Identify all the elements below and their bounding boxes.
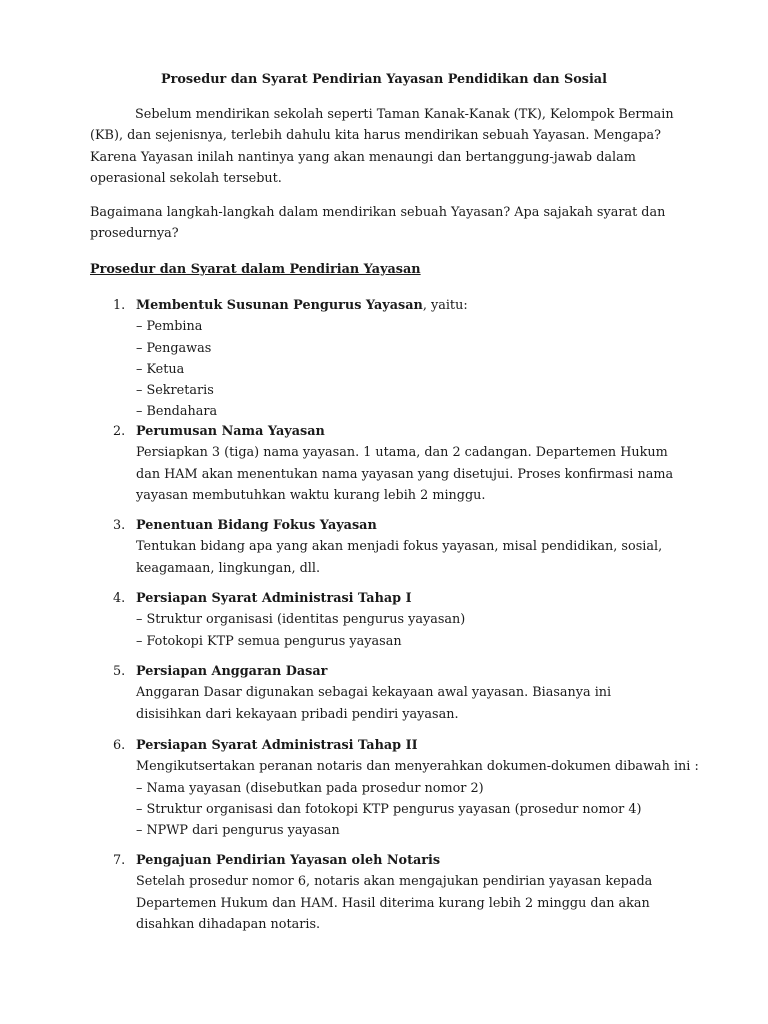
list-item-line: – Bendahara <box>136 404 218 420</box>
list-item-content <box>136 295 676 423</box>
list-item-heading: Persiapan Syarat Administrasi Tahap II <box>136 738 418 753</box>
list-item-line: – Sekretaris <box>136 383 214 399</box>
list-item-text: Persiapkan 3 (tiga) nama yayasan. 1 utama, dan 2 cadangan. Departemen Hukum dan HAM akan menentukan nama yayasan yang disetujui. Proses konfirmasi nama yayasan membutuhkan waktu kurang lebih 2 minggu. <box>136 445 674 503</box>
list-item-heading: Persiapan Syarat Administrasi Tahap I <box>136 591 412 606</box>
list-item-text: Setelah prosedur nomor 6, notaris akan mengajukan pendirian yayasan kepada Departemen Hukum dan HAM. Hasil diterima kurang lebih 2 minggu dan akan disahkan dihadapan notaris. <box>136 874 653 932</box>
intro-paragraph: Sebelum mendirikan sekolah seperti Taman Kanak-Kanak (TK), Kelompok Bermain (KB), dan sejenisnya, terlebih dahulu kita harus mendirikan sebuah Yayasan. Mengapa? Karena Yayasan inilah nantinya yang akan menaungi dan bertanggung-jawab dalam operasional sekolah tersebut. <box>90 107 674 186</box>
list-item-heading-line <box>136 850 676 871</box>
list-item-line: – Struktur organisasi (identitas pengurus yayasan) <box>136 612 466 628</box>
list-item-number: 6. <box>113 738 126 753</box>
list-item-content <box>136 850 676 935</box>
list-item-heading-line <box>136 661 676 682</box>
question-paragraph: Bagaimana langkah-langkah dalam mendirikan sebuah Yayasan? Apa sajakah syarat dan prosedurnya? <box>90 205 666 242</box>
list-item-number: 5. <box>113 664 126 679</box>
document-title: Prosedur dan Syarat Pendirian Yayasan Pendidikan dan Sosial <box>161 72 607 87</box>
list-item-line: – Ketua <box>136 361 185 377</box>
list-item-heading-line <box>136 295 676 316</box>
list-item-heading-suffix: , yaitu: <box>422 298 468 313</box>
list-item-line: – NPWP dari pengurus yayasan <box>136 823 340 839</box>
list-item-content <box>136 735 699 841</box>
list-item-number: 1. <box>113 298 126 313</box>
list-item-number: 3. <box>113 518 126 533</box>
list-item-content <box>136 515 676 579</box>
list-item-heading: Pengajuan Pendirian Yayasan oleh Notaris <box>136 853 441 868</box>
list-item-heading: Persiapan Anggaran Dasar <box>136 664 328 679</box>
list-item-line: – Pengawas <box>136 340 212 356</box>
list-item-number: 7. <box>113 853 126 868</box>
list-item-content <box>136 421 676 506</box>
list-item-content <box>136 588 676 652</box>
list-item-line: – Nama yayasan (disebutkan pada prosedur nomor 2) <box>136 780 484 796</box>
list-item-line: – Fotokopi KTP semua pengurus yayasan <box>136 633 402 649</box>
list-item-text: Tentukan bidang apa yang akan menjadi fokus yayasan, misal pendidikan, sosial, keagamaan, lingkungan, dll. <box>136 539 663 576</box>
list-item-line: – Pembina <box>136 319 203 335</box>
list-item-heading-line <box>136 421 676 442</box>
list-item-heading-line <box>136 735 676 756</box>
list-item-number: 4. <box>113 591 126 606</box>
list-item-number: 2. <box>113 424 126 439</box>
list-item-text: Anggaran Dasar digunakan sebagai kekayaan awal yayasan. Biasanya ini disisihkan dari kekayaan pribadi pendiri yayasan. <box>136 685 612 722</box>
list-item-heading: Membentuk Susunan Pengurus Yayasan <box>136 298 423 313</box>
list-item-heading-line <box>136 515 676 536</box>
list-item-heading: Perumusan Nama Yayasan <box>136 424 325 439</box>
list-item-line: – Struktur organisasi dan fotokopi KTP pengurus yayasan (prosedur nomor 4) <box>136 801 642 817</box>
list-item-line: Mengikutsertakan peranan notaris dan menyerahkan dokumen-dokumen dibawah ini : <box>136 759 699 775</box>
section-heading: Prosedur dan Syarat dalam Pendirian Yayasan <box>90 262 421 277</box>
list-item-heading: Penentuan Bidang Fokus Yayasan <box>136 518 377 533</box>
list-item-heading-line <box>136 588 676 609</box>
list-item-content <box>136 661 676 725</box>
